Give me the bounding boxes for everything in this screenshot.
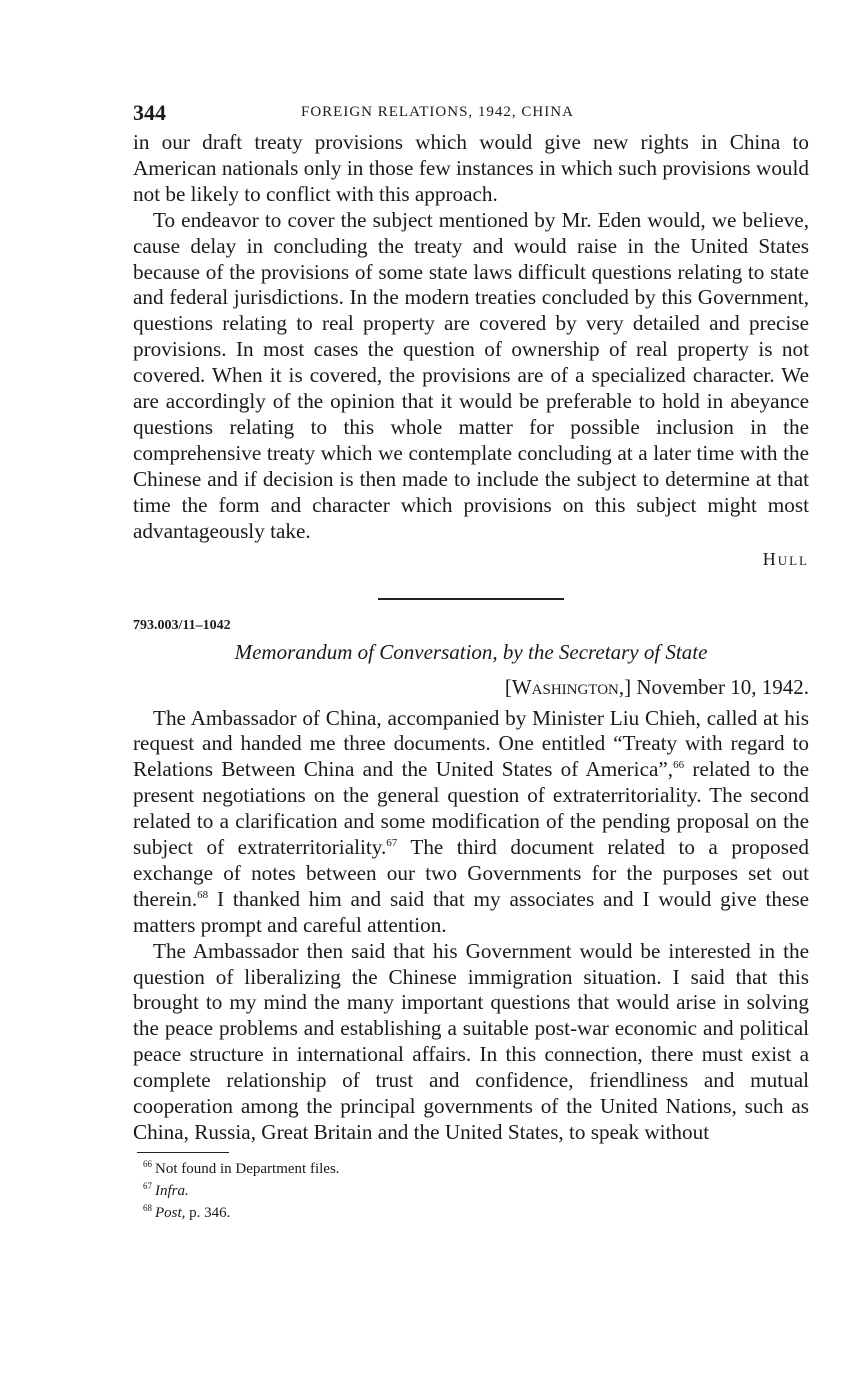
- paragraph-text: The third document related to a proposed exchange of notes between our two Governments for the purposes set out therein.: [133, 835, 809, 911]
- footnote-mark: 67: [143, 1180, 152, 1191]
- page-number: 344: [133, 100, 166, 125]
- document-title: Memorandum of Conversation, by the Secretary of State: [234, 639, 708, 664]
- paragraph-immigration: The Ambassador then said that his Government would be interested in the question of liberalizing the Chinese immigration situation. I said that this brought to my mind the many important questions that would arise in solving the peace problems and establishing a suitable post-war economic and political peace structure in international affairs. In this connection, there must exist a complete relationship of trust and confidence, friendliness and mutual cooperation among the principal governments of the United Nations, such as China, Russia, Great Britain and the United States, to speak without: [133, 938, 809, 1144]
- signature: Hull: [762, 548, 809, 569]
- paragraph-text: I thanked him and said that my associates and I would give these matters prompt and careful attention.: [133, 886, 809, 937]
- footnote-text: Infra.: [155, 1182, 189, 1199]
- paragraph-ambassador: [133, 706, 809, 939]
- footnote-text: p. 346.: [185, 1204, 231, 1221]
- footnote-68: [143, 1200, 809, 1222]
- footnote-divider: [137, 1152, 229, 1153]
- dateline: [133, 675, 809, 700]
- running-head: FOREIGN RELATIONS, 1942, CHINA: [301, 104, 574, 120]
- dateline-place: [Washington,]: [504, 674, 632, 699]
- footnote-mark: 68: [143, 1202, 152, 1213]
- footnote-66: [143, 1156, 809, 1178]
- document-page: [133, 100, 809, 1222]
- page-header: [133, 100, 809, 130]
- footnote-ref-66: 66: [673, 759, 685, 772]
- section-divider: [378, 598, 564, 600]
- footnote-mark: 66: [143, 1158, 152, 1169]
- footnote-ref-67: 67: [386, 836, 398, 849]
- dateline-date: November 10, 1942.: [636, 674, 809, 699]
- paragraph-eden: To endeavor to cover the subject mentioned by Mr. Eden would, we believe, cause delay in concluding the treaty and would raise in the United States because of the provisions of some state laws difficult questions relating to state and federal jurisdictions. In the modern treaties concluded by this Government, questions relating to real property are covered by very detailed and precise provisions. In most cases the question of ownership of real property is not covered. When it is covered, the provisions are of a specialized character. We are accordingly of the opinion that it would be preferable to hold in abeyance questions relating to this whole matter for possible inclusion in the comprehensive treaty which we contemplate concluding at a later time with the Chinese and if decision is then made to include the subject to determine at that time the form and character which provisions on this subject might most advantageously take.: [133, 207, 809, 543]
- footnote-text: Not found in Department files.: [155, 1160, 340, 1177]
- footnotes: [143, 1156, 809, 1222]
- file-number: 793.003/11–1042: [133, 617, 231, 633]
- footnote-ref-68: 68: [197, 888, 209, 901]
- paragraph-text: related to the present negotiations on the general question of extraterritoriality. The second related to a clarification and some modification of the pending proposal on the subject of extraterritoriality.: [133, 757, 810, 860]
- continuation-paragraph: in our draft treaty provisions which would give new rights in China to American nationals only in those few instances in which such provisions would not be likely to conflict with this approach.: [133, 130, 809, 206]
- footnote-text-italic: Post,: [155, 1204, 186, 1221]
- paragraph-text: The Ambassador of China, accompanied by Minister Liu Chieh, called at his request and handed me three documents. One entitled “Treaty with regard to Relations Between China and the United States of America”,: [133, 705, 809, 782]
- footnote-67: [143, 1178, 809, 1200]
